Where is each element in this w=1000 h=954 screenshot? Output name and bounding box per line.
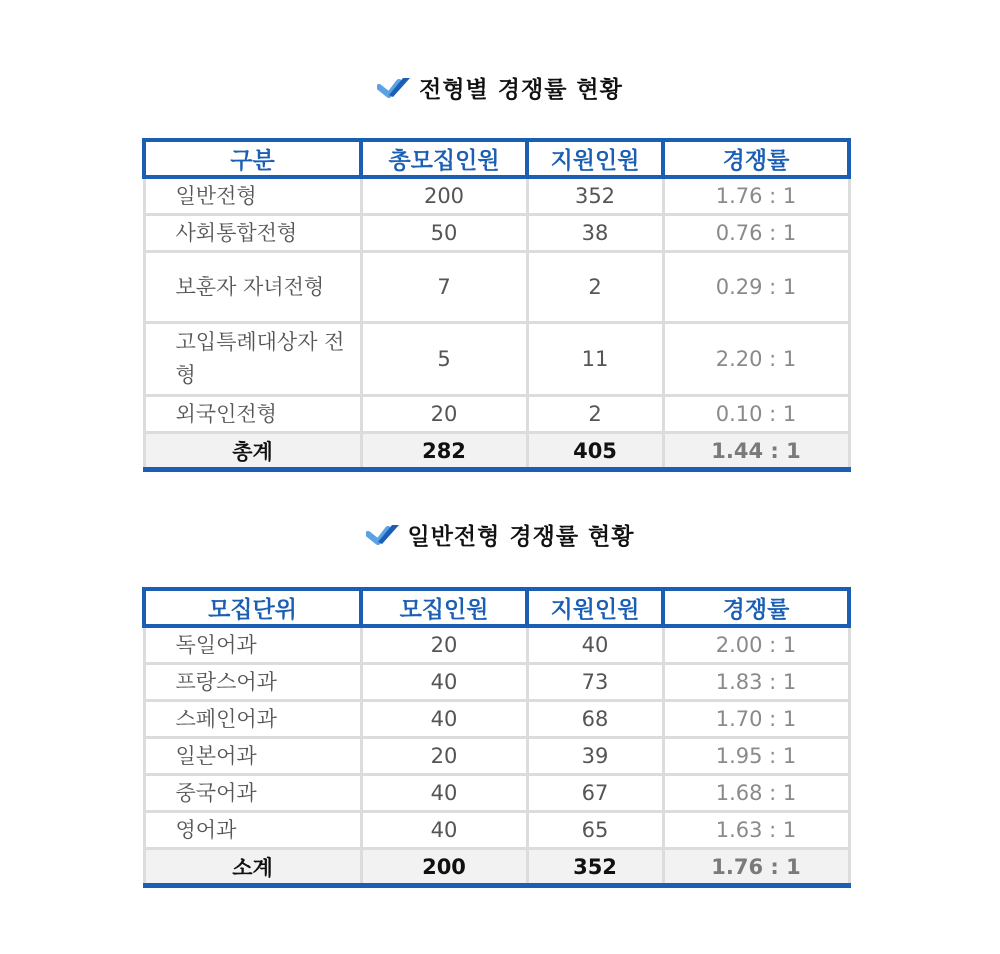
total-label: 소계 bbox=[144, 849, 361, 886]
row-quota: 5 bbox=[361, 323, 527, 396]
row-ratio: 1.83 : 1 bbox=[663, 664, 849, 701]
section2-title-text: 일반전형 경쟁률 현황 bbox=[407, 523, 635, 550]
row-quota: 50 bbox=[361, 215, 527, 252]
row-quota: 7 bbox=[361, 252, 527, 323]
row-ratio: 0.76 : 1 bbox=[663, 215, 849, 252]
row-applicants: 67 bbox=[527, 775, 663, 812]
table-header-row bbox=[144, 589, 849, 626]
table-row bbox=[144, 775, 849, 812]
header-ratio: 경쟁률 bbox=[663, 140, 849, 177]
row-quota: 40 bbox=[361, 701, 527, 738]
header-total-quota: 총모집인원 bbox=[361, 140, 527, 177]
checkmark-icon bbox=[377, 74, 413, 100]
row-ratio: 0.10 : 1 bbox=[663, 396, 849, 433]
table-row bbox=[144, 664, 849, 701]
total-ratio: 1.76 : 1 bbox=[663, 849, 849, 886]
row-name: 독일어과 bbox=[144, 626, 361, 664]
table-header-row bbox=[144, 140, 849, 177]
header-applicants: 지원인원 bbox=[527, 140, 663, 177]
row-ratio: 1.68 : 1 bbox=[663, 775, 849, 812]
row-applicants: 11 bbox=[527, 323, 663, 396]
total-label: 총계 bbox=[144, 433, 361, 470]
row-name: 보훈자 자녀전형 bbox=[144, 252, 361, 323]
row-quota: 40 bbox=[361, 812, 527, 849]
total-ratio: 1.44 : 1 bbox=[663, 433, 849, 470]
table-row bbox=[144, 215, 849, 252]
header-applicants: 지원인원 bbox=[527, 589, 663, 626]
table-row bbox=[144, 701, 849, 738]
row-ratio: 1.63 : 1 bbox=[663, 812, 849, 849]
row-name: 고입특례대상자 전형 bbox=[144, 323, 361, 396]
total-row bbox=[144, 433, 849, 470]
admission-type-table bbox=[142, 138, 851, 472]
general-admission-table bbox=[142, 587, 851, 888]
total-applicants: 405 bbox=[527, 433, 663, 470]
row-ratio: 2.20 : 1 bbox=[663, 323, 849, 396]
section2-title bbox=[0, 514, 1000, 554]
total-applicants: 352 bbox=[527, 849, 663, 886]
section1-title bbox=[0, 67, 1000, 107]
table-row bbox=[144, 252, 849, 323]
header-category: 구분 bbox=[144, 140, 361, 177]
row-quota: 40 bbox=[361, 775, 527, 812]
row-quota: 20 bbox=[361, 738, 527, 775]
section1-title-text: 전형별 경쟁률 현황 bbox=[419, 76, 623, 103]
row-name: 중국어과 bbox=[144, 775, 361, 812]
total-quota: 200 bbox=[361, 849, 527, 886]
row-applicants: 65 bbox=[527, 812, 663, 849]
row-name: 사회통합전형 bbox=[144, 215, 361, 252]
table-row bbox=[144, 812, 849, 849]
row-quota: 200 bbox=[361, 177, 527, 215]
table-row bbox=[144, 738, 849, 775]
row-quota: 40 bbox=[361, 664, 527, 701]
row-name: 일본어과 bbox=[144, 738, 361, 775]
row-ratio: 2.00 : 1 bbox=[663, 626, 849, 664]
table-row bbox=[144, 396, 849, 433]
row-applicants: 68 bbox=[527, 701, 663, 738]
total-quota: 282 bbox=[361, 433, 527, 470]
row-applicants: 2 bbox=[527, 252, 663, 323]
row-applicants: 352 bbox=[527, 177, 663, 215]
row-applicants: 2 bbox=[527, 396, 663, 433]
row-applicants: 38 bbox=[527, 215, 663, 252]
row-applicants: 40 bbox=[527, 626, 663, 664]
row-quota: 20 bbox=[361, 626, 527, 664]
row-name: 외국인전형 bbox=[144, 396, 361, 433]
header-unit: 모집단위 bbox=[144, 589, 361, 626]
table-row bbox=[144, 323, 849, 396]
row-ratio: 0.29 : 1 bbox=[663, 252, 849, 323]
row-name: 일반전형 bbox=[144, 177, 361, 215]
table-row bbox=[144, 626, 849, 664]
row-ratio: 1.70 : 1 bbox=[663, 701, 849, 738]
table-row bbox=[144, 177, 849, 215]
row-ratio: 1.95 : 1 bbox=[663, 738, 849, 775]
row-name: 스페인어과 bbox=[144, 701, 361, 738]
row-ratio: 1.76 : 1 bbox=[663, 177, 849, 215]
row-applicants: 39 bbox=[527, 738, 663, 775]
checkmark-icon bbox=[366, 521, 402, 547]
header-ratio: 경쟁률 bbox=[663, 589, 849, 626]
row-name: 프랑스어과 bbox=[144, 664, 361, 701]
total-row bbox=[144, 849, 849, 886]
header-quota: 모집인원 bbox=[361, 589, 527, 626]
row-name: 영어과 bbox=[144, 812, 361, 849]
row-applicants: 73 bbox=[527, 664, 663, 701]
row-quota: 20 bbox=[361, 396, 527, 433]
